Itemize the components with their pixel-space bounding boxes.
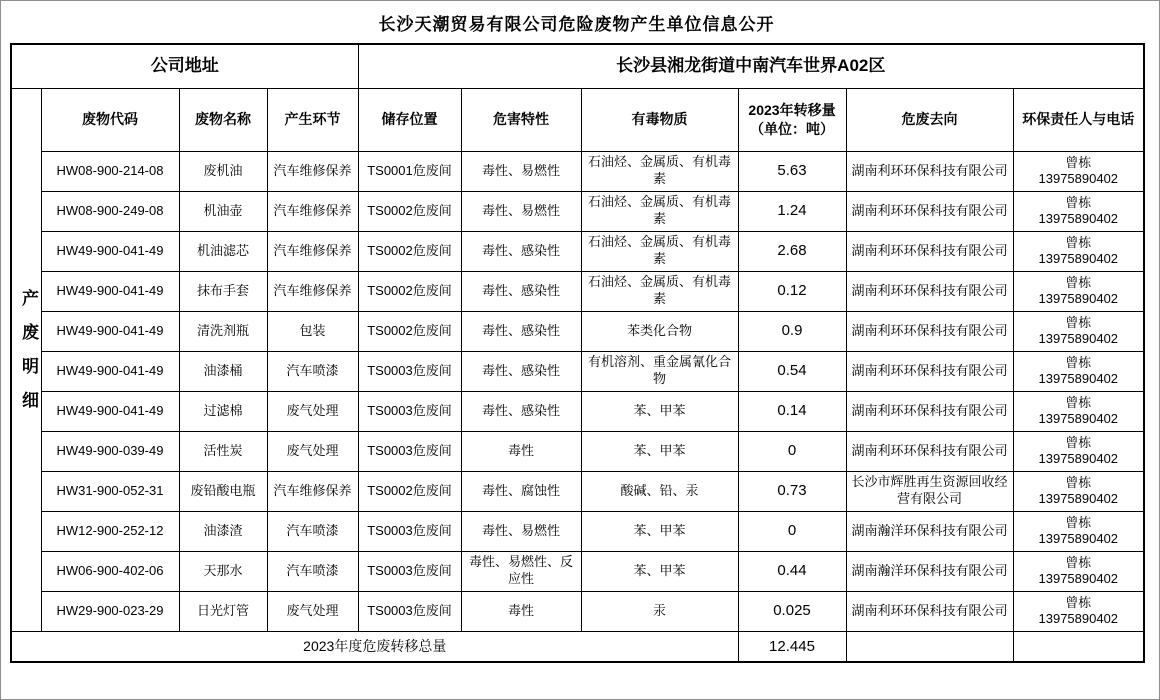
contact-cell (1013, 591, 1144, 631)
table-row (11, 271, 1144, 311)
side-label: 产废明细 (19, 289, 38, 426)
process-cell: 汽车喷漆 (267, 551, 358, 591)
table-row (11, 551, 1144, 591)
waste-name-cell: 机油壶 (179, 191, 267, 231)
process-cell: 汽车维修保养 (267, 191, 358, 231)
header-amount-line1: 2023年转移量 (748, 101, 836, 118)
table-header-row (11, 88, 1144, 151)
waste-code-cell: HW12-900-252-12 (41, 511, 179, 551)
contact-phone: 13975890402 (1038, 611, 1119, 626)
destination-cell: 湖南利环环保科技有限公司 (846, 231, 1013, 271)
storage-cell: TS0003危废间 (358, 391, 461, 431)
toxic-cell: 苯、甲苯 (581, 431, 738, 471)
contact-name: 曾栋 (1065, 595, 1092, 610)
table-row (11, 351, 1144, 391)
contact-cell (1013, 471, 1144, 511)
header-destination: 危废去向 (846, 88, 1013, 151)
hazard-cell: 毒性、易燃性 (461, 511, 581, 551)
hazard-cell: 毒性、感染性 (461, 391, 581, 431)
toxic-cell: 石油烃、金属质、有机毒素 (581, 231, 738, 271)
contact-name: 曾栋 (1065, 315, 1092, 330)
process-cell: 汽车维修保养 (267, 271, 358, 311)
table-row (11, 471, 1144, 511)
contact-cell (1013, 151, 1144, 191)
contact-phone: 13975890402 (1038, 371, 1119, 386)
toxic-cell: 有机溶剂、重金属氰化合物 (581, 351, 738, 391)
header-contact: 环保责任人与电话 (1013, 88, 1144, 151)
storage-cell: TS0003危废间 (358, 591, 461, 631)
contact-phone: 13975890402 (1038, 411, 1119, 426)
amount-cell: 1.24 (738, 191, 846, 231)
process-cell: 废气处理 (267, 431, 358, 471)
contact-cell (1013, 311, 1144, 351)
table-row (11, 511, 1144, 551)
process-cell: 汽车喷漆 (267, 511, 358, 551)
process-cell: 汽车喷漆 (267, 351, 358, 391)
table-row (11, 191, 1144, 231)
waste-name-cell: 抹布手套 (179, 271, 267, 311)
waste-name-cell: 废机油 (179, 151, 267, 191)
hazard-cell: 毒性、感染性 (461, 311, 581, 351)
side-label-cell (11, 88, 41, 631)
table-row (11, 231, 1144, 271)
page-title: 长沙天潮贸易有限公司危险废物产生单位信息公开 (378, 15, 775, 34)
amount-cell: 0 (738, 511, 846, 551)
contact-phone: 13975890402 (1038, 451, 1119, 466)
storage-cell: TS0002危废间 (358, 231, 461, 271)
waste-code-cell: HW49-900-041-49 (41, 351, 179, 391)
hazard-cell: 毒性、感染性 (461, 271, 581, 311)
amount-cell: 0.025 (738, 591, 846, 631)
waste-code-cell: HW49-900-041-49 (41, 231, 179, 271)
waste-name-cell: 天那水 (179, 551, 267, 591)
contact-name: 曾栋 (1065, 395, 1092, 410)
amount-cell: 2.68 (738, 231, 846, 271)
waste-code-cell: HW06-900-402-06 (41, 551, 179, 591)
toxic-cell: 苯类化合物 (581, 311, 738, 351)
storage-cell: TS0002危废间 (358, 471, 461, 511)
hazard-cell: 毒性、易燃性 (461, 191, 581, 231)
waste-name-cell: 机油滤芯 (179, 231, 267, 271)
destination-cell: 湖南利环环保科技有限公司 (846, 391, 1013, 431)
contact-cell (1013, 391, 1144, 431)
contact-cell (1013, 231, 1144, 271)
contact-phone: 13975890402 (1038, 491, 1119, 506)
process-cell: 汽车维修保养 (267, 471, 358, 511)
contact-phone: 13975890402 (1038, 291, 1119, 306)
table-row (11, 431, 1144, 471)
amount-cell: 0.44 (738, 551, 846, 591)
amount-cell: 0.73 (738, 471, 846, 511)
total-amount: 12.445 (738, 631, 846, 662)
contact-name: 曾栋 (1065, 155, 1092, 170)
waste-code-cell: HW08-900-214-08 (41, 151, 179, 191)
toxic-cell: 石油烃、金属质、有机毒素 (581, 191, 738, 231)
hazard-cell: 毒性、感染性 (461, 231, 581, 271)
table-row (11, 391, 1144, 431)
hazard-cell: 毒性 (461, 591, 581, 631)
contact-phone: 13975890402 (1038, 251, 1119, 266)
waste-code-cell: HW49-900-041-49 (41, 311, 179, 351)
table-row (11, 311, 1144, 351)
contact-phone: 13975890402 (1038, 171, 1119, 186)
storage-cell: TS0002危废间 (358, 191, 461, 231)
hazard-cell: 毒性、易燃性 (461, 151, 581, 191)
destination-cell: 湖南瀚洋环保科技有限公司 (846, 551, 1013, 591)
total-label: 2023年度危废转移总量 (11, 631, 738, 662)
process-cell: 汽车维修保养 (267, 231, 358, 271)
header-waste-name: 废物名称 (179, 88, 267, 151)
waste-name-cell: 过滤棉 (179, 391, 267, 431)
destination-cell: 湖南利环环保科技有限公司 (846, 151, 1013, 191)
waste-code-cell: HW08-900-249-08 (41, 191, 179, 231)
waste-name-cell: 活性炭 (179, 431, 267, 471)
contact-phone: 13975890402 (1038, 571, 1119, 586)
contact-phone: 13975890402 (1038, 531, 1119, 546)
amount-cell: 0.9 (738, 311, 846, 351)
contact-cell (1013, 551, 1144, 591)
hazardous-waste-table (10, 43, 1145, 663)
contact-phone: 13975890402 (1038, 211, 1119, 226)
storage-cell: TS0002危废间 (358, 271, 461, 311)
destination-cell: 长沙市辉胜再生资源回收经营有限公司 (846, 471, 1013, 511)
waste-code-cell: HW31-900-052-31 (41, 471, 179, 511)
process-cell: 包装 (267, 311, 358, 351)
contact-cell (1013, 191, 1144, 231)
header-process: 产生环节 (267, 88, 358, 151)
table-row (11, 591, 1144, 631)
contact-name: 曾栋 (1065, 515, 1092, 530)
company-address-row (11, 44, 1144, 88)
destination-cell: 湖南利环环保科技有限公司 (846, 351, 1013, 391)
amount-cell: 0.14 (738, 391, 846, 431)
contact-name: 曾栋 (1065, 235, 1092, 250)
waste-code-cell: HW49-900-041-49 (41, 271, 179, 311)
process-cell: 废气处理 (267, 391, 358, 431)
hazard-cell: 毒性 (461, 431, 581, 471)
total-row (11, 631, 1144, 662)
hazard-cell: 毒性、易燃性、反应性 (461, 551, 581, 591)
waste-code-cell: HW49-900-039-49 (41, 431, 179, 471)
contact-cell (1013, 431, 1144, 471)
toxic-cell: 汞 (581, 591, 738, 631)
destination-cell: 湖南利环环保科技有限公司 (846, 271, 1013, 311)
header-storage: 储存位置 (358, 88, 461, 151)
contact-name: 曾栋 (1065, 275, 1092, 290)
storage-cell: TS0003危废间 (358, 551, 461, 591)
storage-cell: TS0001危废间 (358, 151, 461, 191)
hazard-cell: 毒性、感染性 (461, 351, 581, 391)
destination-cell: 湖南利环环保科技有限公司 (846, 431, 1013, 471)
contact-cell (1013, 351, 1144, 391)
header-waste-code: 废物代码 (41, 88, 179, 151)
contact-name: 曾栋 (1065, 355, 1092, 370)
header-toxic: 有毒物质 (581, 88, 738, 151)
amount-cell: 0 (738, 431, 846, 471)
company-address-label: 公司地址 (11, 44, 358, 88)
contact-name: 曾栋 (1065, 475, 1092, 490)
contact-name: 曾栋 (1065, 195, 1092, 210)
waste-name-cell: 废铅酸电瓶 (179, 471, 267, 511)
header-amount (738, 88, 846, 151)
process-cell: 汽车维修保养 (267, 151, 358, 191)
header-hazard: 危害特性 (461, 88, 581, 151)
contact-cell (1013, 271, 1144, 311)
waste-code-cell: HW29-900-023-29 (41, 591, 179, 631)
table-row (11, 151, 1144, 191)
waste-name-cell: 日光灯管 (179, 591, 267, 631)
toxic-cell: 苯、甲苯 (581, 511, 738, 551)
amount-cell: 5.63 (738, 151, 846, 191)
amount-cell: 0.12 (738, 271, 846, 311)
storage-cell: TS0002危废间 (358, 311, 461, 351)
total-contact-empty (1013, 631, 1144, 662)
process-cell: 废气处理 (267, 591, 358, 631)
destination-cell: 湖南利环环保科技有限公司 (846, 191, 1013, 231)
toxic-cell: 苯、甲苯 (581, 551, 738, 591)
storage-cell: TS0003危废间 (358, 351, 461, 391)
contact-cell (1013, 511, 1144, 551)
hazard-cell: 毒性、腐蚀性 (461, 471, 581, 511)
amount-cell: 0.54 (738, 351, 846, 391)
total-destination-empty (846, 631, 1013, 662)
storage-cell: TS0003危废间 (358, 511, 461, 551)
company-address-value: 长沙县湘龙街道中南汽车世界A02区 (358, 44, 1144, 88)
toxic-cell: 酸碱、铅、汞 (581, 471, 738, 511)
waste-name-cell: 油漆桶 (179, 351, 267, 391)
destination-cell: 湖南利环环保科技有限公司 (846, 311, 1013, 351)
header-amount-line2: （单位：吨） (750, 120, 834, 137)
contact-name: 曾栋 (1065, 435, 1092, 450)
waste-code-cell: HW49-900-041-49 (41, 391, 179, 431)
waste-name-cell: 油漆渣 (179, 511, 267, 551)
toxic-cell: 石油烃、金属质、有机毒素 (581, 151, 738, 191)
destination-cell: 湖南瀚洋环保科技有限公司 (846, 511, 1013, 551)
storage-cell: TS0003危废间 (358, 431, 461, 471)
waste-name-cell: 清洗剂瓶 (179, 311, 267, 351)
toxic-cell: 石油烃、金属质、有机毒素 (581, 271, 738, 311)
contact-name: 曾栋 (1065, 555, 1092, 570)
contact-phone: 13975890402 (1038, 331, 1119, 346)
toxic-cell: 苯、甲苯 (581, 391, 738, 431)
destination-cell: 湖南利环环保科技有限公司 (846, 591, 1013, 631)
